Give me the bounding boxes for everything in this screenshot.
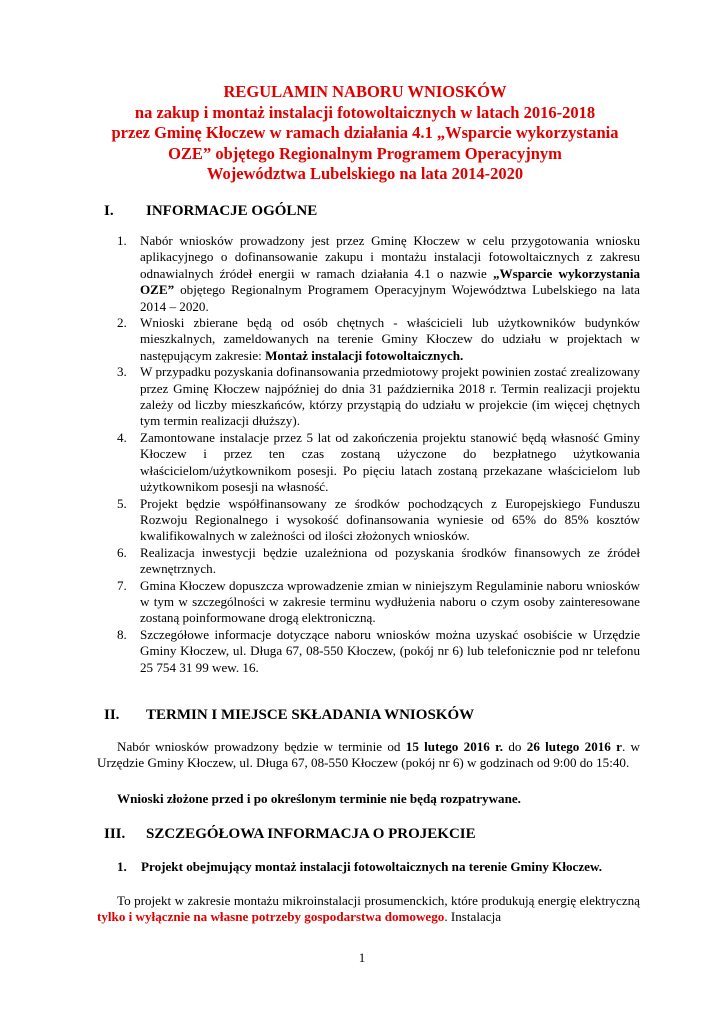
section-number: I. (104, 203, 114, 219)
list-item-text: Szczegółowe informacje dotyczące naboru wniosków można uzyskać osobiście w Urzędzie Gminy Kłoczew, ul. Długa 67, 08-550 Kłoczew, (pokój nr 6) lub telefonicznie pod nr telefonu 25 754 31 99 wew. 16. (140, 626, 640, 675)
document-title (60, 82, 670, 185)
highlighted-text: tylko i wyłącznie na własne potrzeby gospodarstwa domowego (97, 909, 445, 925)
title-line-5: Województwa Lubelskiego na lata 2014-2020 (206, 164, 524, 183)
list-item-bold: Montaż instalacji fotowoltaicznych. (265, 347, 464, 363)
title-line-1: REGULAMIN NABORU WNIOSKÓW (223, 82, 507, 101)
list-item-number: 4. (117, 429, 127, 445)
list-item-number: 5. (117, 495, 127, 511)
deadline-paragraph (97, 739, 640, 772)
list-item (97, 233, 640, 315)
late-submission-note (97, 791, 640, 807)
project-text-end: . Instalacja (444, 909, 502, 925)
project-description-paragraph (97, 893, 640, 926)
list-item-number: 2. (117, 315, 127, 331)
subsection-1-heading (117, 859, 640, 875)
deadline-text: Nabór wniosków prowadzony będzie w terminie od (117, 739, 406, 754)
subsection-number: 1. (117, 859, 127, 874)
list-item (97, 315, 640, 364)
general-info-list (97, 233, 640, 676)
list-item-number: 1. (117, 233, 127, 248)
list-item-text: Gmina Kłoczew dopuszcza wprowadzenie zmian w niniejszym Regulaminie naboru wniosków w tym w szczególności w zakresie terminu wydłużenia naboru o czym osoby zainteresowane zostaną poinformowane drogą elektroniczną. (140, 577, 640, 626)
section-number: III. (104, 826, 126, 842)
list-item (97, 578, 640, 627)
section-title: INFORMACJE OGÓLNE (146, 203, 318, 219)
list-item-number: 8. (117, 626, 127, 642)
section-title: TERMIN I MIEJSCE SKŁADANIA WNIOSKÓW (146, 707, 475, 723)
list-item-number: 6. (117, 544, 127, 560)
subsection-title: Projekt obejmujący montaż instalacji fotowoltaicznych na terenie Gminy Kłoczew. (141, 859, 602, 874)
list-item (97, 364, 640, 430)
list-item-text: Wnioski zbierane będą od osób chętnych - właścicieli lub użytkowników budynków mieszkalnych, zameldowanych na terenie Gminy Kłoczew do udziału w projektach w następującym zakresie: (140, 315, 640, 363)
end-date: 26 lutego 2016 r (526, 739, 622, 754)
list-item (97, 545, 640, 578)
title-line-4: OZE” objętego Regionalnym Programem Operacyjnym (168, 143, 562, 163)
project-text: To projekt w zakresie montażu mikroinstalacji prosumenckich, które produkują energię elektryczną (117, 893, 640, 908)
section-number: II. (104, 707, 120, 723)
list-item-text: Zamontowane instalacje przez 5 lat od zakończenia projektu stanowić będą własność Gminy Kłoczew i przez ten czas zostaną użyczone do bezpłatnego użytkowania właścicielom/użytkownikom posesji. Po pięciu latach zostaną przekazane właścicielom lub użytkownikom posesji na własność. (140, 429, 640, 495)
section-title: SZCZEGÓŁOWA INFORMACJA O PROJEKCIE (146, 826, 476, 842)
list-item-text: Nabór wniosków prowadzony jest przez Gminę Kłoczew w celu przygotowania wniosku aplikacyjnego o dofinansowanie zakupu i montażu instalacji fotowoltaicznych z zakresu odnawialnych źródeł energii w ramach działania 4.1 o nazwie (140, 233, 640, 281)
list-item-text-end: objętego Regionalnym Programem Operacyjnym Województwa Lubelskiego na lata 2014 – 2020. (140, 282, 640, 314)
list-item-number: 7. (117, 577, 127, 593)
list-item (97, 496, 640, 545)
list-item-text: Projekt będzie współfinansowany ze środków pochodzących z Europejskiego Funduszu Rozwoju Regionalnego i wysokość dofinansowania wyniesie od 65% do 85% kosztów kwalifikowalnych w zależności od ilości złożonych wniosków. (140, 495, 640, 544)
list-item-text: Realizacja inwestycji będzie uzależniona od pozyskania środków finansowych ze źródeł zewnętrznych. (140, 544, 640, 577)
title-line-3: przez Gminę Kłoczew w ramach działania 4.1 „Wsparcie wykorzystania (111, 123, 619, 142)
page-number: 1 (358, 950, 366, 965)
title-line-2: na zakup i montaż instalacji fotowoltaicznych w latach 2016-2018 (134, 102, 596, 122)
late-submission-text: Wnioski złożone przed i po określonym terminie nie będą rozpatrywane. (117, 791, 521, 806)
list-item (97, 430, 640, 496)
deadline-location-text: . w Urzędzie Gminy Kłoczew, ul. Długa 67, 08-550 Kłoczew (pokój nr 6) w godzinach od 9:00 do 15:40. (97, 739, 641, 771)
list-item-text: W przypadku pozyskania dofinansowania przedmiotowy projekt powinien zostać zrealizowany przez Gminę Kłoczew najpóźniej do dnia 31 października 2018 r. Termin realizacji projektu zależy od liczby mieszkańców, którzy przystąpią do udziału w projekcie (im więcej chętnych tym termin realizacji dłuższy). (140, 364, 640, 429)
start-date: 15 lutego 2016 r. (405, 739, 504, 754)
list-item-number: 3. (117, 364, 127, 380)
deadline-text-to: do (503, 739, 527, 754)
list-item (97, 627, 640, 676)
list-item-bold: „Wsparcie wykorzystania OZE” (140, 265, 641, 298)
